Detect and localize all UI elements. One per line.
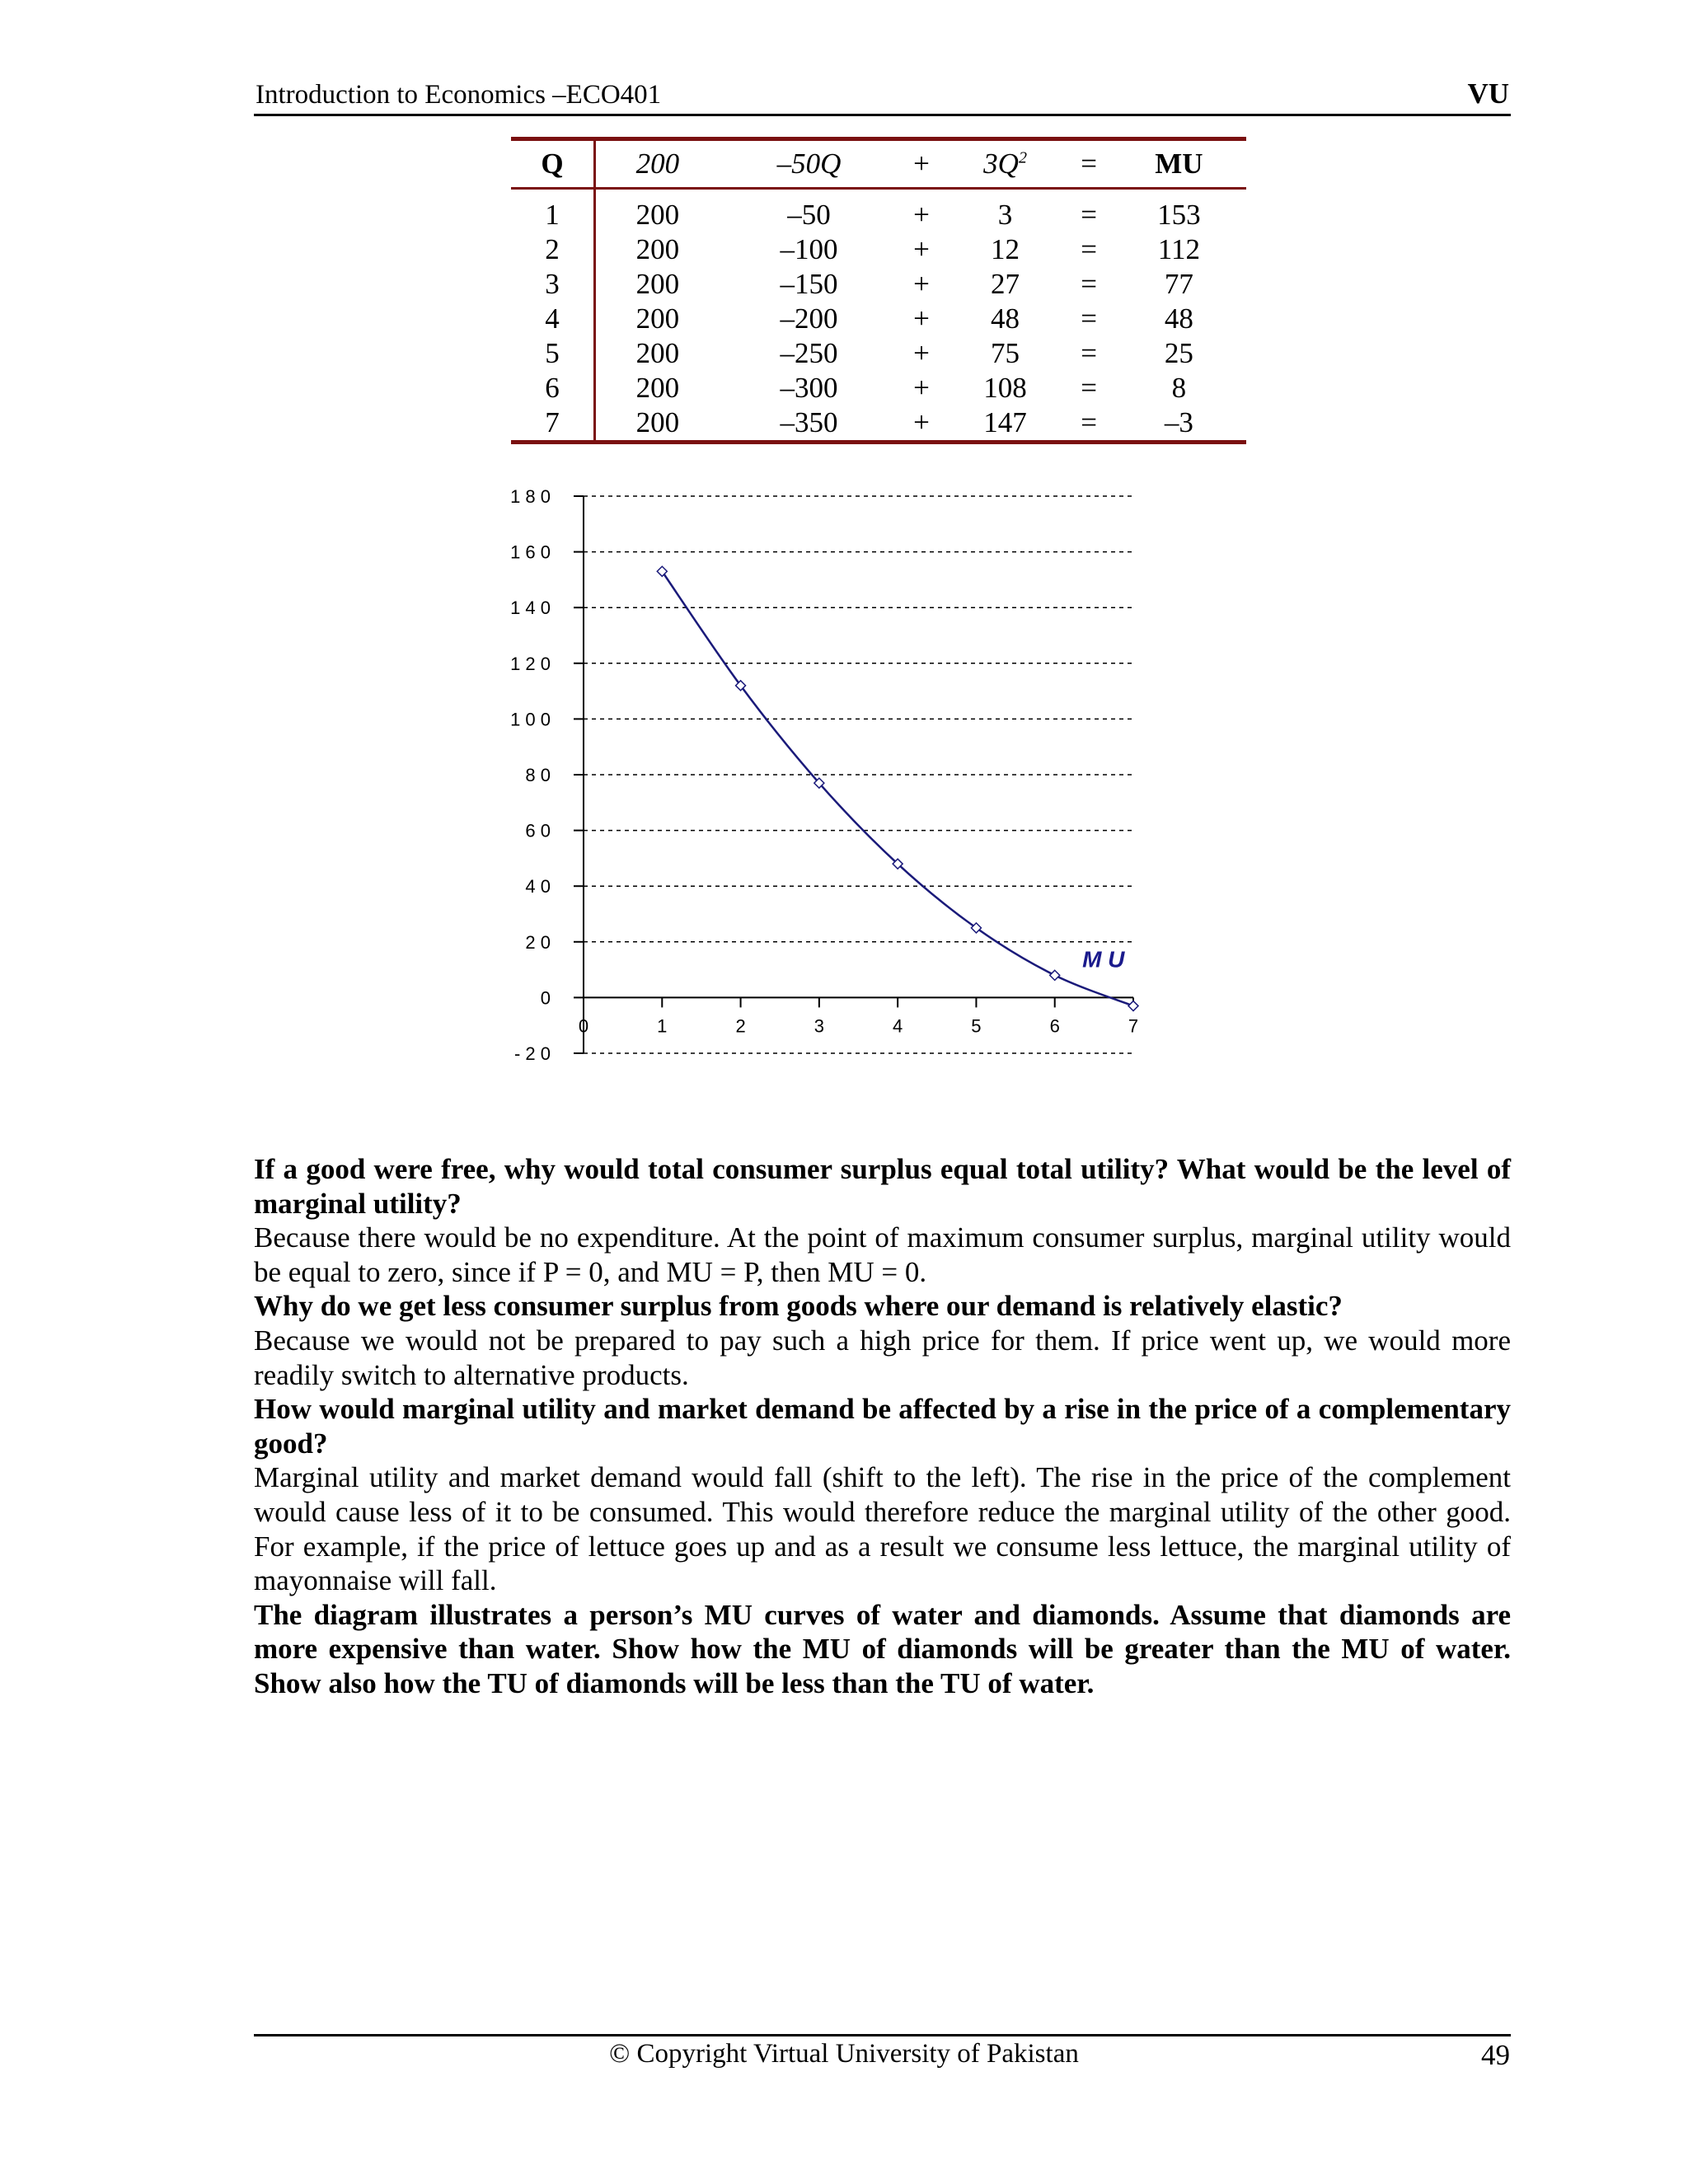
course-title: Introduction to Economics –ECO401 [256, 80, 662, 110]
y-tick-label: 1 6 0 [510, 541, 551, 563]
question-answer-text [254, 1152, 1511, 1701]
mu-line-chart [495, 478, 1154, 1080]
y-tick-label: 1 2 0 [510, 653, 551, 674]
x-tick-label: 4 [893, 1015, 903, 1037]
question-paragraph: How would marginal utility and market demand be affected by a rise in the price of a complementary good? [254, 1393, 1511, 1460]
y-tick-label: 1 4 0 [510, 598, 551, 619]
table-row: 7 200 –350 + 147 = –3 [511, 405, 1246, 443]
table-row: 3 200 –150 + 27 = 77 [511, 267, 1246, 302]
table-header-row [511, 139, 1246, 189]
question-paragraph: If a good were free, why would total consumer surplus equal total utility? What would be the level of marginal utility? [254, 1153, 1511, 1220]
answer-paragraph: Because there would be no expenditure. At the point of maximum consumer surplus, marginal utility would be equal to zero, since if P = 0, and MU = P, then MU = 0. [254, 1221, 1511, 1288]
answer-paragraph: Marginal utility and market demand would fall (shift to the left). The rise in the price of the complement would cause less of it to be consumed. This would therefore reduce the marginal utility of the other good. For example, if the price of lettuce goes up and as a result we consume less lettuce, the marginal utility of mayonnaise will fall. [254, 1461, 1511, 1597]
header-equals: = [1081, 148, 1097, 180]
y-tick-label: 8 0 [525, 765, 551, 785]
y-tick-label: 4 0 [525, 876, 551, 898]
table-row: 5 200 –250 + 75 = 25 [511, 336, 1246, 371]
x-tick-label: 0 [578, 1015, 589, 1037]
answer-paragraph: Because we would not be prepared to pay such a high price for them. If price went up, we would more readily switch to alternative products. [254, 1324, 1511, 1391]
question-paragraph: Why do we get less consumer surplus from goods where our demand is relatively elastic? [254, 1290, 1343, 1323]
page-number: 49 [1481, 2039, 1510, 2071]
copyright-notice: © Copyright Virtual University of Pakistan [609, 2039, 1079, 2069]
y-tick-label: 0 [540, 987, 551, 1009]
y-tick-label: 6 0 [525, 820, 551, 841]
mu-data-point [1128, 1001, 1138, 1011]
mu-series-line [662, 571, 1133, 1005]
y-tick-label: 2 0 [525, 931, 551, 953]
table-row: 4 200 –200 + 48 = 48 [511, 302, 1246, 336]
y-tick-label: 1 0 0 [510, 709, 551, 730]
x-tick-label: 6 [1049, 1015, 1060, 1037]
table-row: 1 200 –50 + 3 = 153 [511, 189, 1246, 233]
x-tick-label: 1 [657, 1015, 668, 1037]
question-paragraph: The diagram illustrates a person’s MU curves of water and diamonds. Assume that diamonds are more expensive than water. Show how the MU of diamonds will be greater than the MU of water. Show also how the TU of diamonds will be less than the TU of water. [254, 1598, 1511, 1699]
x-tick-label: 3 [814, 1015, 824, 1037]
page-header [254, 76, 1511, 116]
mu-series-label: M U [1082, 946, 1125, 972]
org-logo-text: VU [1467, 77, 1509, 110]
header-constant: 200 [635, 148, 680, 180]
header-mu: MU [1155, 148, 1203, 180]
header-quadratic-term: $3Q^2$ [983, 148, 1027, 180]
y-tick-label: - 2 0 [513, 1043, 551, 1064]
header-q: Q [511, 139, 595, 189]
header-linear-term: –50Q [776, 148, 842, 180]
footer-divider [254, 2034, 1511, 2036]
mu-calculation-table [511, 137, 1246, 444]
y-tick-label: 1 8 0 [510, 486, 551, 507]
mu-data-point [1050, 970, 1060, 980]
table-row: 6 200 –300 + 108 = 8 [511, 371, 1246, 405]
header-plus: + [913, 148, 930, 180]
table-row: 2 200 –100 + 12 = 112 [511, 232, 1246, 267]
x-tick-label: 5 [971, 1015, 982, 1037]
x-tick-label: 7 [1128, 1015, 1139, 1037]
x-tick-label: 2 [735, 1015, 746, 1037]
